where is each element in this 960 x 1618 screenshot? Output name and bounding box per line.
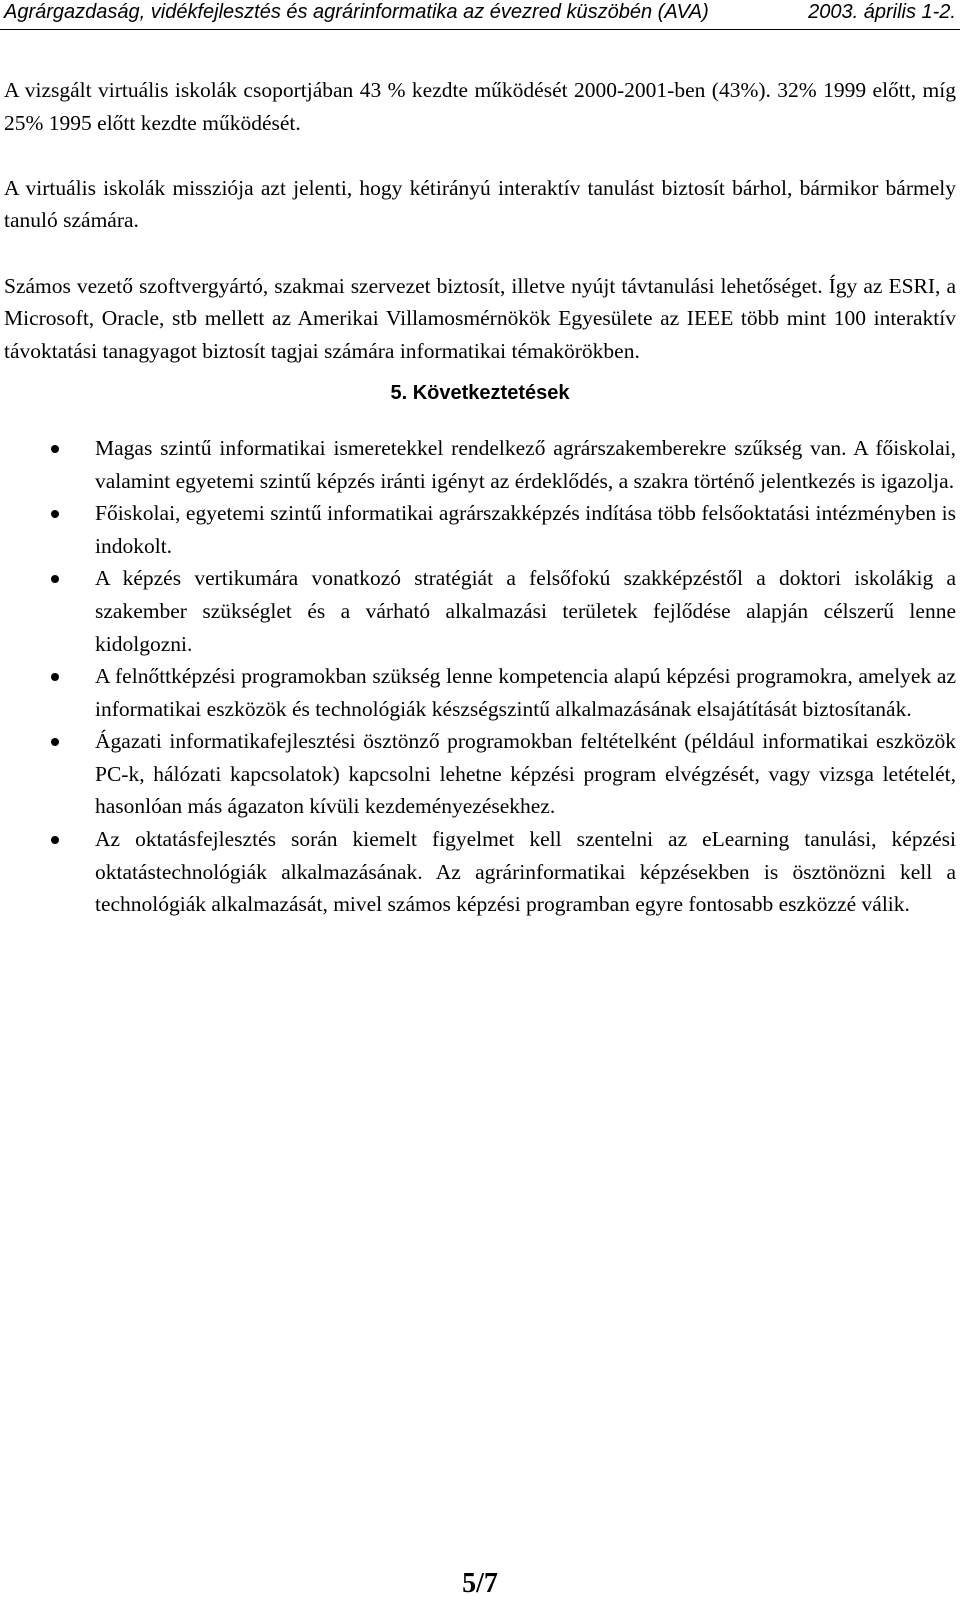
- page-number: 5/7: [462, 1568, 498, 1599]
- paragraph: A vizsgált virtuális iskolák csoportjában 43 % kezdte működését 2000-2001-ben (43%). 32% 1999 előtt, míg 25% 1995 előtt kezdte működését.: [4, 78, 956, 135]
- bullet-icon: [51, 836, 59, 844]
- list-item-text: Főiskolai, egyetemi szintű informatikai agrárszakképzés indítása több felsőoktatási intézményben is indokolt.: [95, 501, 956, 558]
- list-item-text: A felnőttképzési programokban szükség lenne kompetencia alapú képzési programokra, amelyek az informatikai eszközök és technológiák készségszintű alkalmazásának elsajátítását biztosítanák.: [95, 664, 956, 721]
- list-item: [4, 823, 956, 921]
- list-item-text: Ágazati informatikafejlesztési ösztönző programokban feltételként (például informatikai eszközök PC-k, hálózati kapcsolatok) kapcsolni lehetne képzési program elvégzését, vagy vizsga letételét, hasonlóan más ágazaton kívüli kezdeményezésekhez.: [95, 729, 956, 819]
- bullet-icon: [51, 445, 59, 453]
- list-item-text: A képzés vertikumára vonatkozó stratégiát a felsőfokú szakképzéstől a doktori iskolákig a szakember szükséglet és a várható alkalmazási területek fejlődése alapján célszerű lenne kidolgozni.: [95, 566, 956, 656]
- bullet-icon: [51, 673, 59, 681]
- bullet-icon: [51, 575, 59, 583]
- section-heading: 5. Következtetések: [390, 382, 570, 405]
- list-item-text: Magas szintű informatikai ismeretekkel rendelkező agrárszakemberekre szűkség van. A főiskolai, valamint egyetemi szintű képzés iránti igényt az érdeklődés, a szakra történő jelentkezés is igazolja.: [95, 435, 956, 493]
- bullet-icon: [51, 738, 59, 746]
- header-rule: [0, 29, 960, 30]
- list-item-text: Az oktatásfejlesztés során kiemelt figyelmet kell szentelni az eLearning tanulási, képzési oktatástechnológiák alkalmazásának. Az agrárinformatikai képzésekben is ösztönözni kell a technológiák alkalmazását, mivel számos képzési programban egyre fontosabb eszközzé válik.: [95, 827, 956, 917]
- header-title: Agrárgazdaság, vidékfejlesztés és agrárinformatika az évezred küszöbén (AVA): [4, 1, 709, 23]
- header-date: 2003. április 1-2.: [808, 1, 956, 23]
- list-item: [4, 432, 956, 497]
- list-item: [4, 725, 956, 823]
- conclusions-list: [4, 432, 956, 921]
- bullet-icon: [51, 510, 59, 518]
- paragraph: Számos vezető szoftvergyártó, szakmai szervezet biztosít, illetve nyújt távtanulási lehetőséget. Így az ESRI, a Microsoft, Oracle, stb mellett az Amerikai Villamosmérnökök Egyesülete az IEEE több mint 100 interaktív távoktatási tanagyagot biztosít tagjai számára informatikai témakörökben.: [4, 273, 956, 363]
- paragraph: A virtuális iskolák missziója azt jelenti, hogy kétirányú interaktív tanulást biztosít bárhol, bármikor bármely tanuló számára.: [4, 175, 956, 233]
- list-item: [4, 497, 956, 562]
- document-body: [4, 74, 956, 921]
- list-item: [4, 562, 956, 660]
- list-item: [4, 660, 956, 725]
- running-header: [0, 0, 960, 36]
